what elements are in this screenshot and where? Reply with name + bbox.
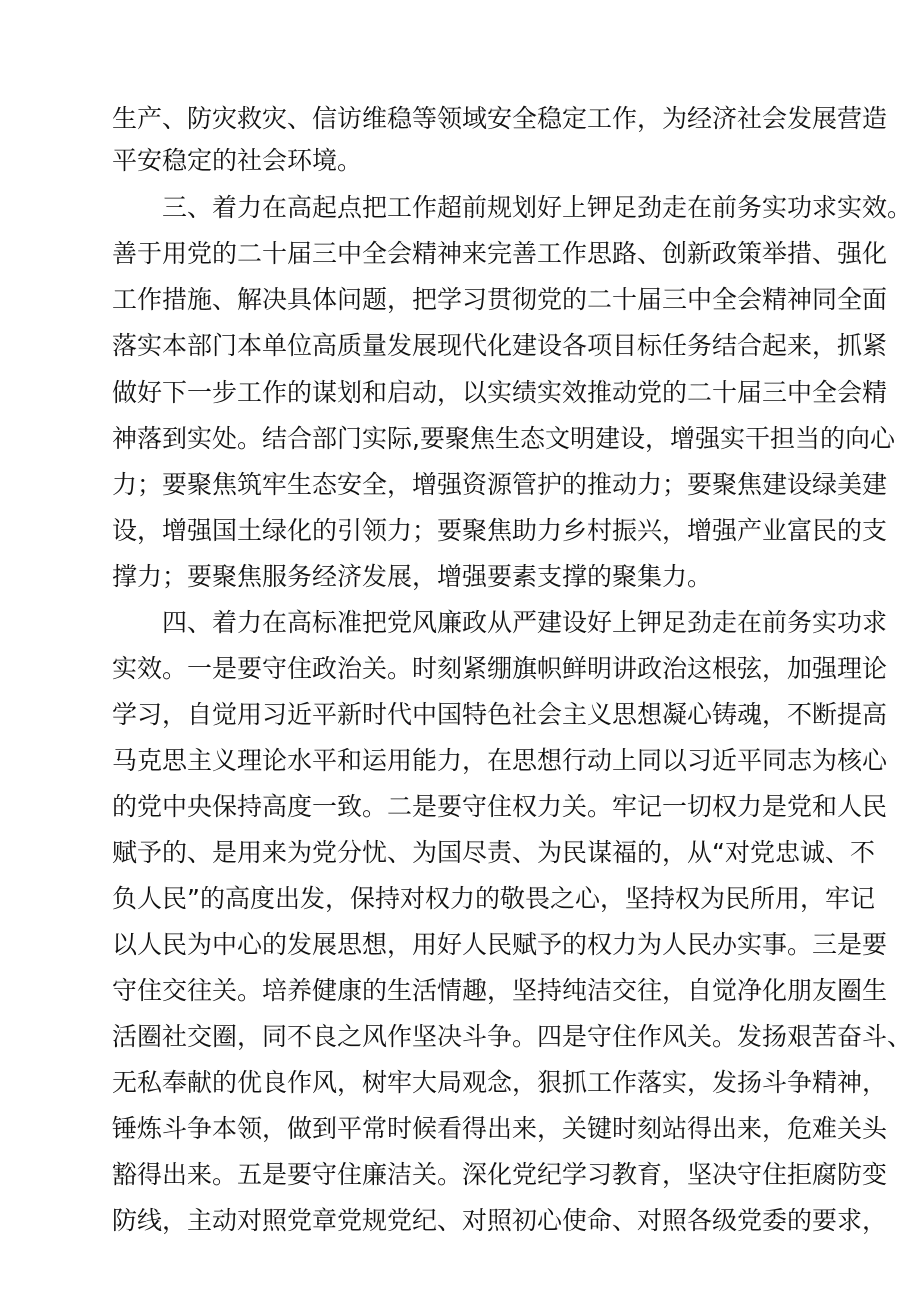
text-line: 守住交往关。培养健康的生活情趣，坚持纯洁交往，自觉净化朋友圈生 [112,976,888,1005]
text-line: 生产、防灾救灾、信访维稳等领域安全稳定工作，为经济社会发展营造 [112,104,888,133]
text-line: 负人民”的高度出发，保持对权力的敬畏之心，坚持权为民所用，牢记 [112,884,875,913]
text-line: 实效。一是要守住政治关。时刻紧绷旗帜鲜明讲政治这根弦，加强理论 [112,654,888,683]
text-line: 以人民为中心的发展思想，用好人民赋予的权力为人民办实事。三是要 [112,930,888,959]
text-line: 防线，主动对照党章党规党纪、对照初心使命、对照各级党委的要求， [112,1206,888,1235]
text-line: 的党中央保持高度一致。二是要守住权力关。牢记一切权力是党和人民 [112,792,888,821]
text-line: 撑力；要聚焦服务经济发展，增强要素支撑的聚集力。 [112,562,713,591]
text-line: 锤炼斗争本领，做到平常时候看得出来，关键时刻站得出来，危难关头 [112,1114,888,1143]
text-line: 善于用党的二十届三中全会精神来完善工作思路、创新政策举措、强化 [112,239,888,268]
text-line: 无私奉献的优良作风，树牢大局观念，狠抓工作落实，发扬斗争精神， [112,1068,888,1097]
text-line: 赋予的、是用来为党分忧、为国尽责、为民谋福的，从“对党忠诚、不 [112,838,875,867]
text-line: 平安稳定的社会环境。 [112,146,363,175]
text-line: 落实本部门本单位高质量发展现代化建设各项目标任务结合起来，抓紧 [112,331,888,360]
text-line: 设，增强国土绿化的引领力；要聚焦助力乡村振兴，增强产业富民的支 [112,516,888,545]
text-line: 活圈社交圈，同不良之风作坚决斗争。四是守住作风关。发扬艰苦奋斗、 [112,1022,913,1051]
paragraph-heading-four: 四、着力在高标准把党风廉政从严建设好上钾足劲走在前务实功求 [162,608,888,637]
paragraph-heading-three: 三、着力在高起点把工作超前规划好上钾足劲走在前务实功求实效。 [162,193,913,222]
text-line: 学习，自觉用习近平新时代中国特色社会主义思想凝心铸魂，不断提高 [112,700,888,729]
text-line: 豁得出来。五是要守住廉洁关。深化党纪学习教育，坚决守住拒腐防变 [112,1160,888,1189]
text-line: 工作措施、解决具体问题，把学习贯彻党的二十届三中全会精神同全面 [112,285,888,314]
text-line: 做好下一步工作的谋划和启动，以实绩实效推动党的二十届三中全会精 [112,378,888,407]
text-line: 神落到实处。结合部门实际,要聚焦生态文明建设，增强实干担当的向心 [112,424,895,453]
text-line: 力；要聚焦筑牢生态安全，增强资源管护的推动力；要聚焦建设绿美建 [112,470,888,499]
text-line: 马克思主义理论水平和运用能力，在思想行动上同以习近平同志为核心 [112,746,888,775]
